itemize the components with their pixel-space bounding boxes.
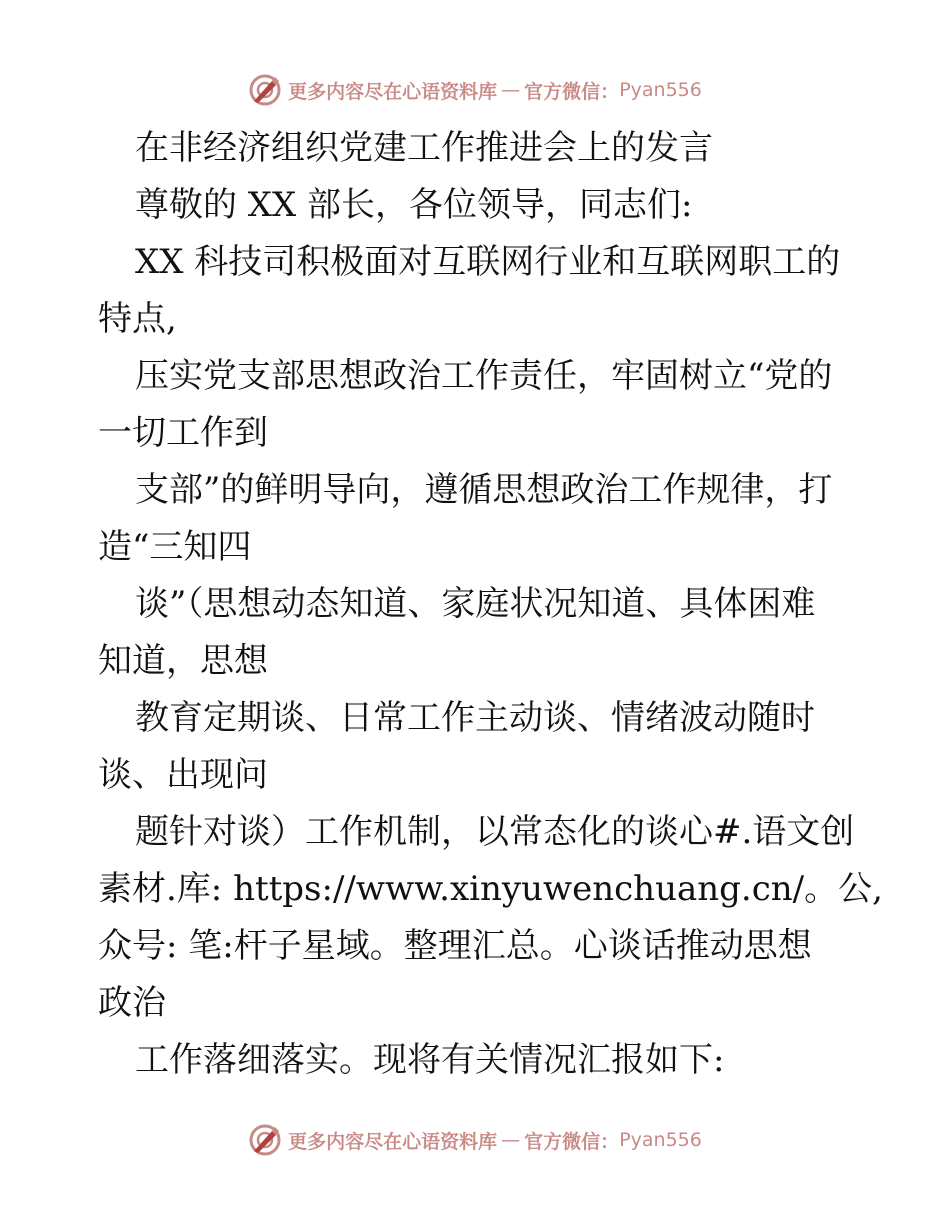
text-line: 谈、出现问 [98,755,268,795]
pen-logo-icon [248,1123,282,1157]
text-line: XX 科技司积极面对互联网行业和互联网职工的 [135,242,841,282]
text-line: 一切工作到 [98,413,268,453]
watermark-brand: 更多内容尽在心语资料库 [288,1130,498,1153]
text-line: 教育定期谈、日常工作主动谈、情绪波动随时 [135,698,815,738]
footer-watermark [0,1120,950,1160]
text-line: 压实党支部思想政治工作责任，牢固树立“党的 [135,356,833,396]
text-line: 题针对谈）工作机制，以常态化的谈心#.语文创 [135,812,855,852]
watermark-separator: — [501,79,521,101]
watermark-wechat-id: Pyan556 [619,1129,702,1151]
text-line: 支部”的鲜明导向，遵循思想政治工作规律，打 [135,470,833,510]
salutation: 尊敬的 XX 部长，各位领导，同志们: [135,185,693,225]
text-line: 素材.库: https://www.xinyuwenchuang.cn/。公, [98,869,883,909]
text-line: 谈”（思想动态知道、家庭状况知道、具体困难 [135,584,816,624]
text-line: 众号: 笔:杆子星域。整理汇总。心谈话推动思想 [98,926,812,966]
watermark-wechat-id: Pyan556 [619,79,702,101]
watermark-brand: 更多内容尽在心语资料库 [288,80,498,103]
watermark-official: 官方微信： [524,1130,620,1153]
document-body [98,120,883,1089]
watermark-official: 官方微信： [524,80,620,103]
text-line: 政治 [98,983,166,1023]
pen-logo-icon [248,73,282,107]
header-watermark [0,70,950,110]
document-title: 在非经济组织党建工作推进会上的发言 [135,128,713,168]
text-line: 造“三知四 [98,527,252,567]
text-line: 工作落细落实。现将有关情况汇报如下: [135,1040,725,1080]
text-line: 特点, [98,299,177,339]
text-line: 知道，思想 [98,641,268,681]
watermark-separator: — [501,1129,521,1151]
